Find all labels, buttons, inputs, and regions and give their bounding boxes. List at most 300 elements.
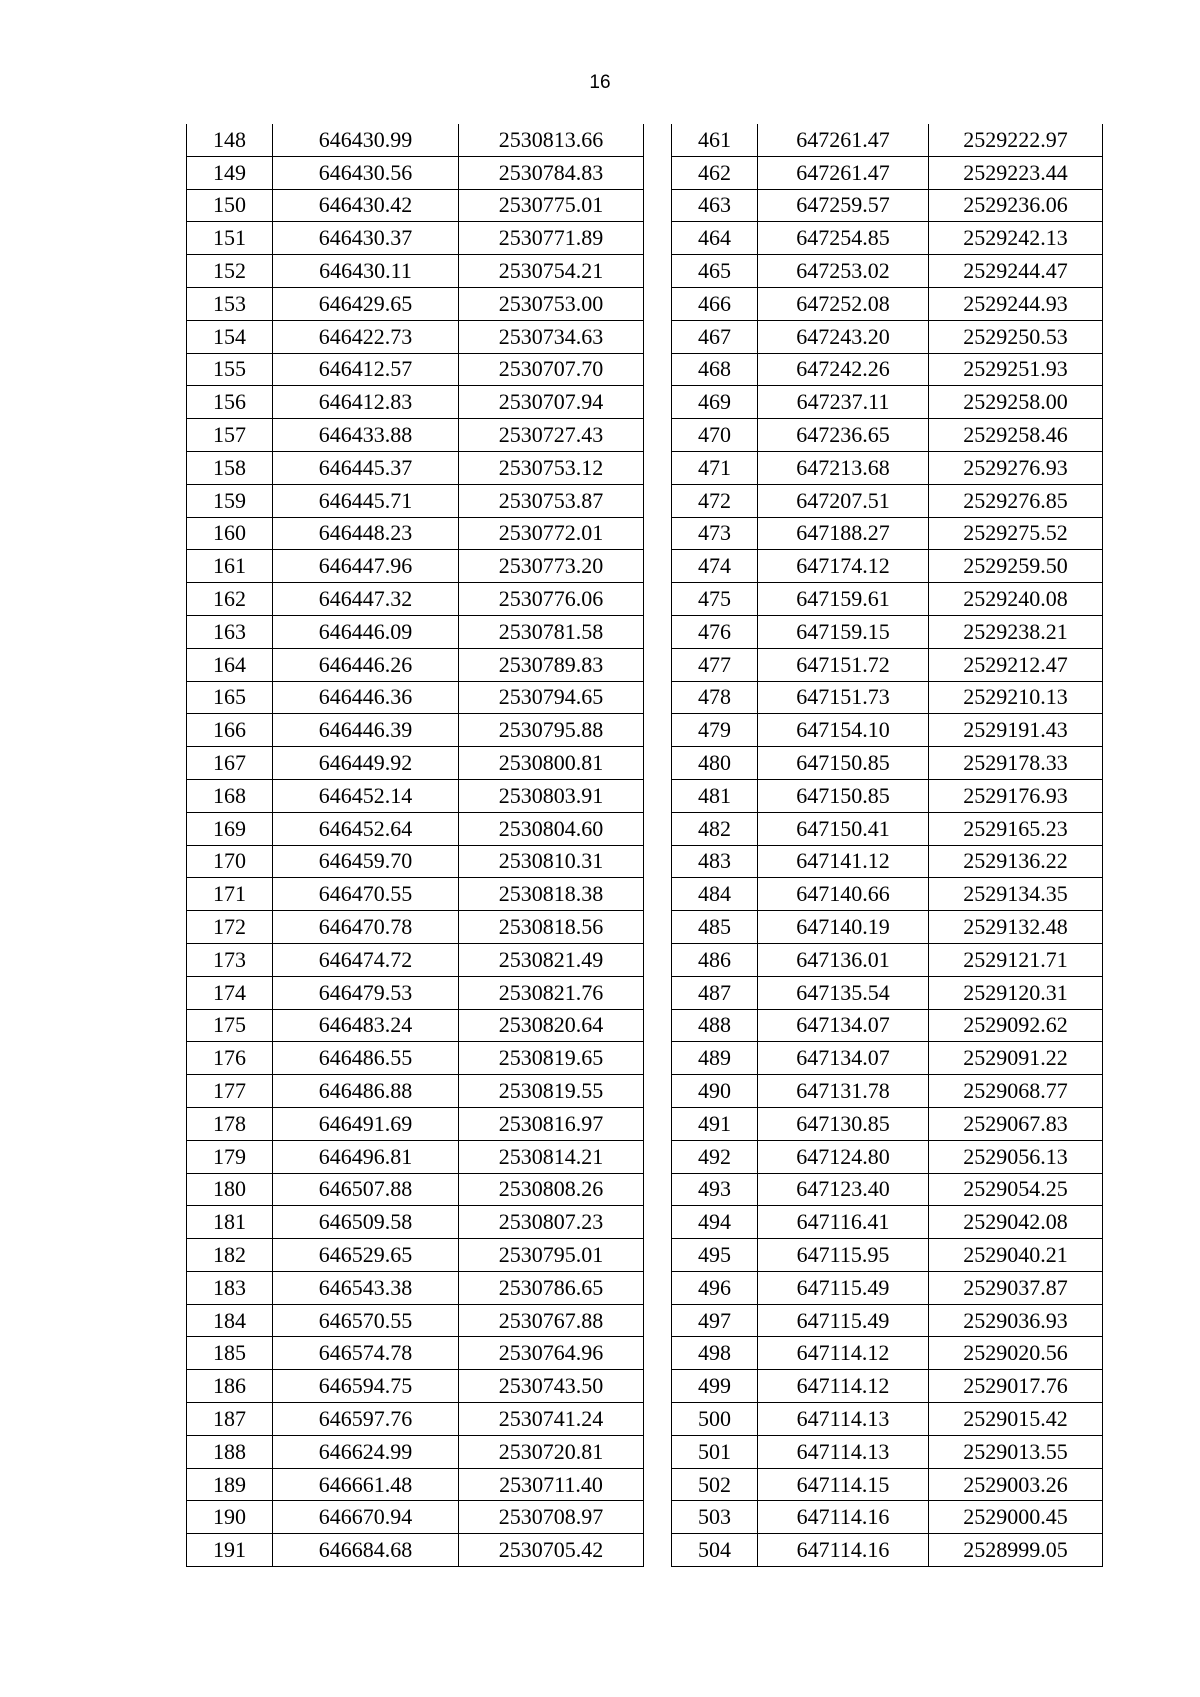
x-coordinate-cell: 646445.37 — [273, 451, 459, 484]
point-number-cell: 156 — [187, 386, 273, 419]
y-coordinate-cell: 2529036.93 — [929, 1304, 1103, 1337]
x-coordinate-cell: 647141.12 — [758, 845, 929, 878]
y-coordinate-cell: 2530784.83 — [459, 156, 644, 189]
y-coordinate-cell: 2530775.01 — [459, 189, 644, 222]
table-row — [187, 1075, 644, 1108]
table-row — [672, 1370, 1103, 1403]
y-coordinate-cell: 2530753.12 — [459, 451, 644, 484]
x-coordinate-cell: 647123.40 — [758, 1173, 929, 1206]
point-number-cell: 473 — [672, 517, 758, 550]
x-coordinate-cell: 647124.80 — [758, 1140, 929, 1173]
y-coordinate-cell: 2529120.31 — [929, 976, 1103, 1009]
point-number-cell: 190 — [187, 1501, 273, 1534]
x-coordinate-cell: 647140.19 — [758, 911, 929, 944]
y-coordinate-cell: 2530772.01 — [459, 517, 644, 550]
point-number-cell: 498 — [672, 1337, 758, 1370]
y-coordinate-cell: 2529223.44 — [929, 156, 1103, 189]
x-coordinate-cell: 646446.26 — [273, 648, 459, 681]
table-row — [672, 1337, 1103, 1370]
point-number-cell: 168 — [187, 779, 273, 812]
y-coordinate-cell: 2529176.93 — [929, 779, 1103, 812]
table-row — [672, 353, 1103, 386]
point-number-cell: 151 — [187, 222, 273, 255]
table-row — [187, 1271, 644, 1304]
x-coordinate-cell: 646570.55 — [273, 1304, 459, 1337]
table-row — [187, 747, 644, 780]
y-coordinate-cell: 2530786.65 — [459, 1271, 644, 1304]
x-coordinate-cell: 646429.65 — [273, 287, 459, 320]
x-coordinate-cell: 647134.07 — [758, 1042, 929, 1075]
point-number-cell: 483 — [672, 845, 758, 878]
table-row — [187, 779, 644, 812]
table-row — [672, 517, 1103, 550]
x-coordinate-cell: 646486.55 — [273, 1042, 459, 1075]
table-row — [672, 1435, 1103, 1468]
x-coordinate-cell: 647236.65 — [758, 419, 929, 452]
x-coordinate-cell: 646670.94 — [273, 1501, 459, 1534]
point-number-cell: 494 — [672, 1206, 758, 1239]
x-coordinate-cell: 647130.85 — [758, 1107, 929, 1140]
x-coordinate-cell: 647242.26 — [758, 353, 929, 386]
y-coordinate-cell: 2530734.63 — [459, 320, 644, 353]
x-coordinate-cell: 647134.07 — [758, 1009, 929, 1042]
y-coordinate-cell: 2529015.42 — [929, 1403, 1103, 1436]
point-number-cell: 157 — [187, 419, 273, 452]
point-number-cell: 170 — [187, 845, 273, 878]
y-coordinate-cell: 2529067.83 — [929, 1107, 1103, 1140]
table-row — [672, 419, 1103, 452]
y-coordinate-cell: 2530816.97 — [459, 1107, 644, 1140]
table-row — [187, 878, 644, 911]
y-coordinate-cell: 2529092.62 — [929, 1009, 1103, 1042]
table-row — [187, 451, 644, 484]
table-row — [672, 1075, 1103, 1108]
x-coordinate-cell: 647114.13 — [758, 1435, 929, 1468]
y-coordinate-cell: 2529054.25 — [929, 1173, 1103, 1206]
table-row — [187, 255, 644, 288]
point-number-cell: 486 — [672, 943, 758, 976]
point-number-cell: 175 — [187, 1009, 273, 1042]
x-coordinate-cell: 647261.47 — [758, 156, 929, 189]
y-coordinate-cell: 2529244.47 — [929, 255, 1103, 288]
y-coordinate-cell: 2530810.31 — [459, 845, 644, 878]
table-row — [187, 386, 644, 419]
y-coordinate-cell: 2529191.43 — [929, 714, 1103, 747]
x-coordinate-cell: 647174.12 — [758, 550, 929, 583]
y-coordinate-cell: 2529017.76 — [929, 1370, 1103, 1403]
table-row — [672, 124, 1103, 156]
point-number-cell: 482 — [672, 812, 758, 845]
y-coordinate-cell: 2529020.56 — [929, 1337, 1103, 1370]
page-number: 16 — [589, 72, 611, 93]
table-row — [187, 1009, 644, 1042]
table-row — [187, 911, 644, 944]
point-number-cell: 471 — [672, 451, 758, 484]
x-coordinate-cell: 646459.70 — [273, 845, 459, 878]
y-coordinate-cell: 2530795.01 — [459, 1239, 644, 1272]
y-coordinate-cell: 2528999.05 — [929, 1534, 1103, 1567]
y-coordinate-cell: 2529251.93 — [929, 353, 1103, 386]
x-coordinate-cell: 646430.99 — [273, 124, 459, 156]
table-row — [672, 1501, 1103, 1534]
y-coordinate-cell: 2529037.87 — [929, 1271, 1103, 1304]
y-coordinate-cell: 2529244.93 — [929, 287, 1103, 320]
y-coordinate-cell: 2530807.23 — [459, 1206, 644, 1239]
point-number-cell: 150 — [187, 189, 273, 222]
point-number-cell: 463 — [672, 189, 758, 222]
x-coordinate-cell: 646433.88 — [273, 419, 459, 452]
point-number-cell: 491 — [672, 1107, 758, 1140]
table-row — [187, 1403, 644, 1436]
table-row — [672, 943, 1103, 976]
table-row — [187, 812, 644, 845]
x-coordinate-cell: 647114.12 — [758, 1370, 929, 1403]
point-number-cell: 464 — [672, 222, 758, 255]
point-number-cell: 490 — [672, 1075, 758, 1108]
table-row — [672, 779, 1103, 812]
x-coordinate-cell: 646684.68 — [273, 1534, 459, 1567]
x-coordinate-cell: 647188.27 — [758, 517, 929, 550]
x-coordinate-cell: 646452.14 — [273, 779, 459, 812]
point-number-cell: 500 — [672, 1403, 758, 1436]
point-number-cell: 474 — [672, 550, 758, 583]
table-row — [187, 845, 644, 878]
x-coordinate-cell: 647243.20 — [758, 320, 929, 353]
x-coordinate-cell: 647140.66 — [758, 878, 929, 911]
x-coordinate-cell: 647136.01 — [758, 943, 929, 976]
table-row — [187, 484, 644, 517]
y-coordinate-cell: 2529000.45 — [929, 1501, 1103, 1534]
point-number-cell: 180 — [187, 1173, 273, 1206]
table-row — [672, 583, 1103, 616]
y-coordinate-cell: 2530800.81 — [459, 747, 644, 780]
point-number-cell: 465 — [672, 255, 758, 288]
table-row — [672, 222, 1103, 255]
point-number-cell: 189 — [187, 1468, 273, 1501]
table-row — [672, 1042, 1103, 1075]
point-number-cell: 497 — [672, 1304, 758, 1337]
table-row — [187, 1206, 644, 1239]
point-number-cell: 182 — [187, 1239, 273, 1272]
y-coordinate-cell: 2529236.06 — [929, 189, 1103, 222]
point-number-cell: 472 — [672, 484, 758, 517]
point-number-cell: 502 — [672, 1468, 758, 1501]
point-number-cell: 158 — [187, 451, 273, 484]
y-coordinate-cell: 2530711.40 — [459, 1468, 644, 1501]
x-coordinate-cell: 647252.08 — [758, 287, 929, 320]
point-number-cell: 499 — [672, 1370, 758, 1403]
point-number-cell: 149 — [187, 156, 273, 189]
point-number-cell: 165 — [187, 681, 273, 714]
y-coordinate-cell: 2529013.55 — [929, 1435, 1103, 1468]
y-coordinate-cell: 2529276.93 — [929, 451, 1103, 484]
point-number-cell: 492 — [672, 1140, 758, 1173]
point-number-cell: 476 — [672, 615, 758, 648]
point-number-cell: 181 — [187, 1206, 273, 1239]
point-number-cell: 177 — [187, 1075, 273, 1108]
table-row — [187, 1468, 644, 1501]
y-coordinate-cell: 2530789.83 — [459, 648, 644, 681]
x-coordinate-cell: 646479.53 — [273, 976, 459, 1009]
y-coordinate-cell: 2530813.66 — [459, 124, 644, 156]
table-row — [672, 1239, 1103, 1272]
y-coordinate-cell: 2530819.65 — [459, 1042, 644, 1075]
table-row — [187, 517, 644, 550]
table-row — [672, 451, 1103, 484]
y-coordinate-cell: 2530781.58 — [459, 615, 644, 648]
table-row — [187, 1173, 644, 1206]
table-row — [187, 976, 644, 1009]
point-number-cell: 164 — [187, 648, 273, 681]
x-coordinate-cell: 646661.48 — [273, 1468, 459, 1501]
point-number-cell: 155 — [187, 353, 273, 386]
x-coordinate-cell: 646483.24 — [273, 1009, 459, 1042]
point-number-cell: 159 — [187, 484, 273, 517]
table-row — [187, 943, 644, 976]
x-coordinate-cell: 647154.10 — [758, 714, 929, 747]
x-coordinate-cell: 646448.23 — [273, 517, 459, 550]
y-coordinate-cell: 2529003.26 — [929, 1468, 1103, 1501]
y-coordinate-cell: 2530767.88 — [459, 1304, 644, 1337]
table-row — [672, 320, 1103, 353]
y-coordinate-cell: 2529240.08 — [929, 583, 1103, 616]
y-coordinate-cell: 2529242.13 — [929, 222, 1103, 255]
point-number-cell: 503 — [672, 1501, 758, 1534]
x-coordinate-cell: 646412.57 — [273, 353, 459, 386]
x-coordinate-cell: 647150.41 — [758, 812, 929, 845]
table-row — [672, 189, 1103, 222]
coordinates-table-left — [186, 124, 644, 1567]
point-number-cell: 174 — [187, 976, 273, 1009]
table-row — [187, 550, 644, 583]
point-number-cell: 172 — [187, 911, 273, 944]
table-row — [187, 287, 644, 320]
table-row — [672, 550, 1103, 583]
y-coordinate-cell: 2529250.53 — [929, 320, 1103, 353]
point-number-cell: 478 — [672, 681, 758, 714]
point-number-cell: 153 — [187, 287, 273, 320]
y-coordinate-cell: 2530808.26 — [459, 1173, 644, 1206]
table-row — [672, 1403, 1103, 1436]
y-coordinate-cell: 2529132.48 — [929, 911, 1103, 944]
y-coordinate-cell: 2530753.00 — [459, 287, 644, 320]
y-coordinate-cell: 2529210.13 — [929, 681, 1103, 714]
x-coordinate-cell: 647114.16 — [758, 1501, 929, 1534]
table-row — [187, 1501, 644, 1534]
point-number-cell: 481 — [672, 779, 758, 812]
table-row — [672, 845, 1103, 878]
table-row — [672, 386, 1103, 419]
x-coordinate-cell: 647131.78 — [758, 1075, 929, 1108]
y-coordinate-cell: 2529040.21 — [929, 1239, 1103, 1272]
x-coordinate-cell: 647151.73 — [758, 681, 929, 714]
x-coordinate-cell: 646543.38 — [273, 1271, 459, 1304]
x-coordinate-cell: 646452.64 — [273, 812, 459, 845]
point-number-cell: 154 — [187, 320, 273, 353]
x-coordinate-cell: 646422.73 — [273, 320, 459, 353]
point-number-cell: 160 — [187, 517, 273, 550]
y-coordinate-cell: 2530804.60 — [459, 812, 644, 845]
x-coordinate-cell: 646446.36 — [273, 681, 459, 714]
table-row — [672, 1140, 1103, 1173]
table-row — [187, 156, 644, 189]
y-coordinate-cell: 2530741.24 — [459, 1403, 644, 1436]
table-body — [187, 124, 644, 1567]
y-coordinate-cell: 2530776.06 — [459, 583, 644, 616]
point-number-cell: 495 — [672, 1239, 758, 1272]
point-number-cell: 470 — [672, 419, 758, 452]
table-row — [672, 714, 1103, 747]
table-row — [672, 1173, 1103, 1206]
x-coordinate-cell: 646509.58 — [273, 1206, 459, 1239]
table-row — [187, 222, 644, 255]
table-row — [672, 156, 1103, 189]
table-row — [672, 484, 1103, 517]
y-coordinate-cell: 2529212.47 — [929, 648, 1103, 681]
table-row — [187, 1435, 644, 1468]
y-coordinate-cell: 2530743.50 — [459, 1370, 644, 1403]
y-coordinate-cell: 2530720.81 — [459, 1435, 644, 1468]
point-number-cell: 484 — [672, 878, 758, 911]
point-number-cell: 161 — [187, 550, 273, 583]
y-coordinate-cell: 2529238.21 — [929, 615, 1103, 648]
y-coordinate-cell: 2530707.70 — [459, 353, 644, 386]
x-coordinate-cell: 647114.16 — [758, 1534, 929, 1567]
y-coordinate-cell: 2530794.65 — [459, 681, 644, 714]
x-coordinate-cell: 647159.15 — [758, 615, 929, 648]
point-number-cell: 479 — [672, 714, 758, 747]
table-row — [672, 747, 1103, 780]
point-number-cell: 480 — [672, 747, 758, 780]
x-coordinate-cell: 647114.15 — [758, 1468, 929, 1501]
x-coordinate-cell: 646430.37 — [273, 222, 459, 255]
x-coordinate-cell: 646447.96 — [273, 550, 459, 583]
y-coordinate-cell: 2530773.20 — [459, 550, 644, 583]
table-row — [187, 714, 644, 747]
table-row — [187, 615, 644, 648]
x-coordinate-cell: 646624.99 — [273, 1435, 459, 1468]
point-number-cell: 169 — [187, 812, 273, 845]
table-row — [187, 1534, 644, 1567]
table-row — [672, 287, 1103, 320]
x-coordinate-cell: 646447.32 — [273, 583, 459, 616]
y-coordinate-cell: 2529068.77 — [929, 1075, 1103, 1108]
table-body — [672, 124, 1103, 1567]
x-coordinate-cell: 646474.72 — [273, 943, 459, 976]
table-row — [672, 615, 1103, 648]
point-number-cell: 461 — [672, 124, 758, 156]
point-number-cell: 167 — [187, 747, 273, 780]
y-coordinate-cell: 2530814.21 — [459, 1140, 644, 1173]
y-coordinate-cell: 2529259.50 — [929, 550, 1103, 583]
y-coordinate-cell: 2529258.46 — [929, 419, 1103, 452]
x-coordinate-cell: 646486.88 — [273, 1075, 459, 1108]
x-coordinate-cell: 647114.12 — [758, 1337, 929, 1370]
point-number-cell: 485 — [672, 911, 758, 944]
point-number-cell: 462 — [672, 156, 758, 189]
x-coordinate-cell: 647213.68 — [758, 451, 929, 484]
y-coordinate-cell: 2530754.21 — [459, 255, 644, 288]
point-number-cell: 183 — [187, 1271, 273, 1304]
x-coordinate-cell: 647116.41 — [758, 1206, 929, 1239]
point-number-cell: 176 — [187, 1042, 273, 1075]
x-coordinate-cell: 647151.72 — [758, 648, 929, 681]
point-number-cell: 475 — [672, 583, 758, 616]
x-coordinate-cell: 646430.11 — [273, 255, 459, 288]
x-coordinate-cell: 646446.39 — [273, 714, 459, 747]
x-coordinate-cell: 646597.76 — [273, 1403, 459, 1436]
point-number-cell: 178 — [187, 1107, 273, 1140]
table-row — [672, 255, 1103, 288]
x-coordinate-cell: 646470.78 — [273, 911, 459, 944]
point-number-cell: 504 — [672, 1534, 758, 1567]
x-coordinate-cell: 646430.42 — [273, 189, 459, 222]
y-coordinate-cell: 2529165.23 — [929, 812, 1103, 845]
point-number-cell: 186 — [187, 1370, 273, 1403]
point-number-cell: 179 — [187, 1140, 273, 1173]
x-coordinate-cell: 647150.85 — [758, 779, 929, 812]
x-coordinate-cell: 646449.92 — [273, 747, 459, 780]
point-number-cell: 487 — [672, 976, 758, 1009]
y-coordinate-cell: 2530803.91 — [459, 779, 644, 812]
y-coordinate-cell: 2530727.43 — [459, 419, 644, 452]
point-number-cell: 469 — [672, 386, 758, 419]
point-number-cell: 188 — [187, 1435, 273, 1468]
y-coordinate-cell: 2529178.33 — [929, 747, 1103, 780]
table-row — [672, 1009, 1103, 1042]
x-coordinate-cell: 646470.55 — [273, 878, 459, 911]
x-coordinate-cell: 646491.69 — [273, 1107, 459, 1140]
x-coordinate-cell: 647261.47 — [758, 124, 929, 156]
point-number-cell: 489 — [672, 1042, 758, 1075]
point-number-cell: 166 — [187, 714, 273, 747]
table-row — [187, 1140, 644, 1173]
y-coordinate-cell: 2529136.22 — [929, 845, 1103, 878]
table-row — [187, 648, 644, 681]
point-number-cell: 466 — [672, 287, 758, 320]
x-coordinate-cell: 647237.11 — [758, 386, 929, 419]
table-row — [672, 812, 1103, 845]
y-coordinate-cell: 2530821.49 — [459, 943, 644, 976]
x-coordinate-cell: 647159.61 — [758, 583, 929, 616]
y-coordinate-cell: 2529042.08 — [929, 1206, 1103, 1239]
point-number-cell: 148 — [187, 124, 273, 156]
table-row — [672, 1271, 1103, 1304]
coordinates-table-right — [671, 124, 1103, 1567]
point-number-cell: 493 — [672, 1173, 758, 1206]
point-number-cell: 162 — [187, 583, 273, 616]
x-coordinate-cell: 646412.83 — [273, 386, 459, 419]
point-number-cell: 467 — [672, 320, 758, 353]
table-row — [672, 1107, 1103, 1140]
table-row — [672, 911, 1103, 944]
table-row — [672, 1304, 1103, 1337]
table-row — [672, 1468, 1103, 1501]
y-coordinate-cell: 2530708.97 — [459, 1501, 644, 1534]
table-row — [187, 583, 644, 616]
x-coordinate-cell: 647207.51 — [758, 484, 929, 517]
x-coordinate-cell: 647254.85 — [758, 222, 929, 255]
table-row — [187, 1304, 644, 1337]
table-row — [672, 648, 1103, 681]
x-coordinate-cell: 647135.54 — [758, 976, 929, 1009]
y-coordinate-cell: 2529091.22 — [929, 1042, 1103, 1075]
x-coordinate-cell: 647114.13 — [758, 1403, 929, 1436]
table-row — [187, 189, 644, 222]
x-coordinate-cell: 647115.49 — [758, 1271, 929, 1304]
x-coordinate-cell: 646507.88 — [273, 1173, 459, 1206]
y-coordinate-cell: 2530753.87 — [459, 484, 644, 517]
